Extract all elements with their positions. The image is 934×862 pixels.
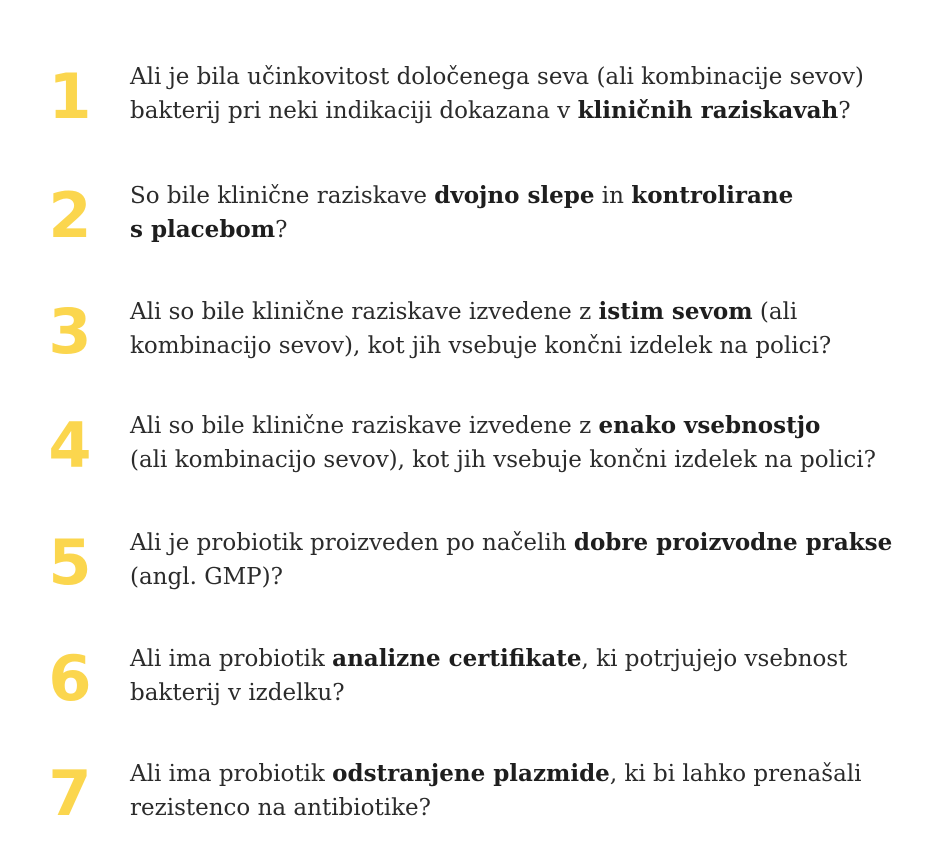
question-line: [130, 409, 910, 443]
question-text: Ali so bile klinične raziskave izvedene z: [130, 299, 599, 325]
question-line: [130, 757, 910, 791]
item-question: [130, 642, 910, 710]
checklist-item: [0, 60, 934, 160]
emphasis-text: istim sevom: [598, 298, 753, 325]
question-text: kombinacijo sevov), kot jih vsebuje končni izdelek na polici?: [130, 333, 832, 359]
question-line: [130, 295, 910, 329]
question-line: [130, 642, 910, 676]
checklist-item: [0, 642, 934, 742]
item-question: [130, 295, 910, 363]
question-text: bakterij v izdelku?: [130, 680, 345, 706]
item-number: 2: [48, 179, 92, 252]
item-number: 6: [48, 642, 92, 715]
question-text: , ki bi lahko prenašali: [609, 761, 862, 787]
question-line: [130, 329, 910, 363]
checklist-item: [0, 409, 934, 509]
question-line: [130, 60, 910, 94]
question-text: Ali ima probiotik: [130, 646, 333, 672]
question-text: Ali je bila učinkovitost določenega seva (ali kombinacije sevov): [130, 64, 864, 90]
question-text: rezistenco na antibiotike?: [130, 795, 431, 821]
question-text: ?: [838, 98, 851, 124]
question-line: [130, 443, 910, 477]
question-line: [130, 179, 910, 213]
checklist-item: [0, 179, 934, 279]
checklist-item: [0, 295, 934, 395]
item-number: 7: [48, 757, 92, 830]
question-text: (ali: [752, 299, 798, 325]
question-text: bakterij pri neki indikaciji dokazana v: [130, 98, 578, 124]
item-question: [130, 60, 910, 128]
checklist-item: [0, 757, 934, 857]
question-line: [130, 213, 910, 247]
emphasis-text: enako vsebnostjo: [598, 412, 821, 439]
question-text: So bile klinične raziskave: [130, 183, 435, 209]
question-text: Ali so bile klinične raziskave izvedene z: [130, 413, 599, 439]
item-question: [130, 409, 910, 477]
emphasis-text: kliničnih raziskavah: [577, 97, 839, 124]
question-text: Ali je probiotik proizveden po načelih: [130, 530, 574, 556]
item-number: 5: [48, 526, 92, 599]
emphasis-text: dvojno slepe: [434, 182, 595, 209]
question-line: [130, 676, 910, 710]
item-question: [130, 526, 910, 594]
question-text: (angl. GMP)?: [130, 564, 283, 590]
emphasis-text: kontrolirane: [631, 182, 794, 209]
item-question: [130, 757, 910, 825]
question-line: [130, 791, 910, 825]
checklist-item: [0, 526, 934, 626]
item-number: 3: [48, 295, 92, 368]
question-text: in: [594, 183, 632, 209]
item-number: 4: [48, 409, 92, 482]
emphasis-text: odstranjene plazmide: [332, 760, 610, 787]
emphasis-text: dobre proizvodne prakse: [573, 529, 893, 556]
question-text: (ali kombinacijo sevov), kot jih vsebuje končni izdelek na polici?: [130, 447, 876, 473]
emphasis-text: analizne certifikate: [332, 645, 582, 672]
question-line: [130, 560, 910, 594]
item-question: [130, 179, 910, 247]
question-text: Ali ima probiotik: [130, 761, 333, 787]
emphasis-text: s placebom: [130, 216, 276, 243]
question-line: [130, 94, 910, 128]
question-line: [130, 526, 910, 560]
item-number: 1: [48, 60, 92, 133]
question-text: , ki potrjujejo vsebnost: [581, 646, 848, 672]
question-text: ?: [275, 217, 288, 243]
